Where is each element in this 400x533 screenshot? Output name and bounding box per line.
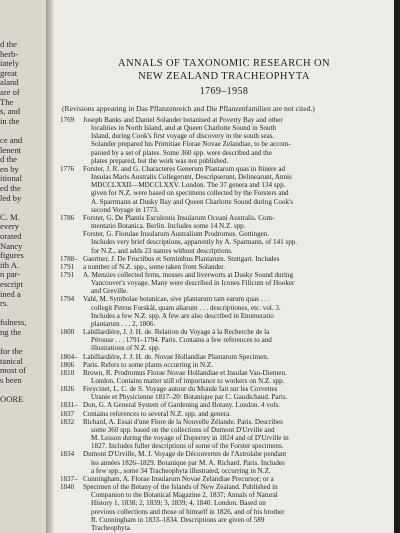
entry-line: Joseph Banks and Daniel Solander botanised at Poverty Bay and other [83,116,283,124]
facing-page-fragment: aland [0,77,19,88]
entry-text [83,361,388,369]
facing-page-fragment: tanical [0,355,23,366]
facing-page-fragment: Nancy [0,240,23,251]
entry-line: M. Lesson during the voyage of Duperrey in 1824 and of D'Urville in [91,434,289,443]
entry-line: Paris. Refers to some plants occurring in N.Z. [83,360,214,369]
annals-list [60,116,388,532]
entry-text [83,450,388,474]
facing-page-fragment: escript [0,279,23,289]
entry-year: 1831– [60,401,78,410]
facing-page-fragment: lenent [0,144,21,155]
facing-page-fragment: OORE [0,394,24,405]
entry-text [83,165,388,214]
entry-line: A. Sparrmann at Dusky Bay and Queen Charlotte Sound during Cook's [91,197,294,206]
entry-line: Contains references to several N.Z. spp. and genera. [83,409,231,418]
entry-text [83,410,388,418]
facing-page-fragment: s been [0,375,22,385]
facing-page-fragment: iately [0,58,20,69]
entry-line: Don, G. A General System of Gardening and Botany. London. 4 vols. [83,401,280,410]
entry-line: Vahl, M. Symbolae botanicae, sive plantarum tam earum quas . . . [83,295,270,304]
entry-line: mentatio Botanica. Berlin. Includes some 14 N.Z. spp. [91,222,246,231]
entry-line: Includes a few N.Z. spp. A few are also described in Enumeratio [91,311,274,320]
annal-entry [60,369,388,385]
facing-page-fragment: C. M. [0,211,20,222]
annal-entry [60,116,388,165]
entry-line: a number of N.Z. spp., some taken from Solander. [83,262,226,271]
facing-page-fragment: great [0,67,18,78]
entry-line: Tracheophyta. [91,523,132,532]
entry-text [83,271,388,295]
entry-line: Island, during Cook's first voyage of discovery in the south seas. [91,132,275,141]
facing-page-fragment: itional [0,173,22,184]
annal-entry [60,271,388,295]
entry-text [83,401,388,409]
facing-page-fragment: The [0,96,14,107]
entry-year: 1788– [60,254,78,263]
entry-year: 1826 [60,385,75,394]
entry-year: 1791 [60,262,75,271]
entry-text [83,116,388,165]
revision-note: (Revisions appearing in Das Pflanzenreich and Die Pflanzenfamilien are not cited.) [62,104,315,113]
entry-text [83,230,388,254]
entry-line: Uranie et Physicienne 1817–20: Botanique par C. Gaudichaud. Paris. [91,393,288,402]
entry-line: Dumont D'Urville, M. J. Voyage de Découvertes de l'Astrolabe pendant [83,450,287,459]
annal-entry [60,165,388,214]
annal-entry [60,214,388,230]
entry-line: Forster, G. De Plantis Esculentis Insularum Oceani Australis. Com- [83,213,275,222]
page-edge-shadow [394,0,400,533]
entry-line: R. Cunningham in 1833–1834. Descriptions are given of 589 [91,515,265,524]
entry-year: 1834 [60,450,75,459]
entry-line: for N.Z., and adds 23 names without descriptions. [91,246,233,255]
entry-line: Labillardière, J. J. H. de. Novae Hollandiae Plantarum Specimen. [83,352,269,361]
entry-line: some 360 spp. based on the collections of Dumont D'Urville and [91,425,275,434]
entry-year: 1832 [60,417,75,426]
facing-page-fragment: are of [0,87,20,97]
entry-line: Labillardière, J. J. H. de. Relation du Voyage à la Recherche de la [83,328,270,337]
entry-text [83,214,388,230]
entry-line: given for N.Z. were based on specimens collected by the Forsters and [91,189,289,198]
entry-year: 1776 [60,164,75,173]
annal-entry [60,255,388,263]
facing-page-fragment: for the [0,346,23,357]
facing-page-fragment: in the [0,115,20,126]
page-years: 1769–1958 [199,86,249,97]
entry-year: 1837– [60,474,78,483]
annal-entry [60,361,388,369]
entry-line: Richard, A. Essai d'une Flore de la Nouvelle Zélande. Paris. Describes [83,417,283,426]
entry-year: 1810 [60,368,75,377]
entry-text [83,353,388,361]
entry-year: 1786 [60,213,75,222]
entry-line: Freycinet, L. C. de S. Voyage autour du Monde fait sur les Corvettes [83,385,278,394]
annal-entry [60,353,388,361]
entry-line: localities in North Island, and at Queen Charlotte Sound in South [91,124,276,133]
facing-page-fragment: en by [0,163,19,174]
entry-line: 1827. Includes fuller descriptions of some of the Forster specimens. [91,442,284,451]
annal-entry [60,263,388,271]
entry-text [83,255,388,263]
facing-page-fragment: herb- [0,48,19,59]
entry-line: London. Contains matter still of importance to workers on N.Z. spp. [91,377,285,385]
entry-line: illustrations of N.Z. spp. [91,344,161,353]
entry-year: 1794 [60,295,75,304]
entry-year [60,230,83,254]
entry-line: Vancouver's voyage. Many were described in Icones Filicum of Hooker [91,279,295,288]
entry-year: 1837 [60,409,75,418]
annal-entry [60,450,388,474]
entry-line: Insulas Maris Australis Collegerunt, Descripserunt, Delinearunt, Annis [91,173,292,182]
entry-line: plantarum . . . 2, 1806. [91,319,156,328]
annal-entry [60,328,388,352]
facing-page-fragment: ith A. [0,259,20,270]
facing-page-fragment: rs. [0,298,9,309]
entry-line: panied by a set of plates. Some 360 spp. were described and the [91,148,272,157]
entry-line: Brown, R. Prodromus Florae Novae Hollandiae et Insulae Van-Diemen. [83,368,287,377]
entry-line: Cunningham, A. Florae Insularum Novae Zelandiae Precursor; or a [83,474,274,483]
annal-entry [60,483,388,532]
annal-entry [60,401,388,409]
facing-page-fragment: d the [0,154,17,165]
facing-page-fragment: ce and [0,135,23,145]
page-title-line1: ANNALS OF TAXONOMIC RESEARCH ON [117,58,331,69]
entry-text [83,385,388,401]
facing-page-fragment: led by [0,192,22,203]
entry-line: MDCCLXXII—MDCCLXXV. London. The 37 genera and 134 spp. [91,181,286,190]
entry-line: History 1, 1838; 2, 1839; 3, 1839; 4, 1840. London. Based on [91,499,266,508]
entry-line: les années 1826–1829. Botanique par M. A. Richard. Paris. Includes [91,458,285,467]
entry-text [83,328,388,352]
facing-page-fragment: orated [0,231,22,241]
entry-line: plates prepared, but the work was not published. [91,156,229,165]
entry-line: Includes very brief descriptions, apparently by A. Sparmann, of 141 spp. [91,238,298,247]
entry-line: Specimen of the Botany of the Islands of New Zealand. Published in [83,483,278,492]
entry-year: 1806 [60,360,75,369]
facing-page-fragment: ng the [0,327,22,337]
entry-line: and Greville. [91,287,129,296]
entry-text [83,295,388,328]
book-page [54,0,394,533]
entry-text [83,418,388,451]
annal-entry [60,295,388,328]
facing-page-fragment: figures [0,250,24,261]
entry-line: Forster, J. R. and G. Characteres Generum Plantarum quas in Itinere ad [83,164,286,173]
facing-page-fragment: n par- [0,269,21,280]
entry-line: Solander prepared his Primitiae Florae Novae Zelandiae, to be accom- [91,140,291,149]
facing-page-fragment: ined a [0,288,21,299]
annal-entry [60,418,388,451]
facing-page [0,0,46,533]
annal-entry [60,385,388,401]
entry-year: 1800 [60,328,75,337]
facing-page-fragment: every [0,221,20,232]
page-title-line2: NEW ZEALAND TRACHEOPHYTA [138,71,310,82]
entry-line: Companion to the Botanical Magazine 2, 1837; Annals of Natural [91,491,278,500]
annal-entry [60,230,388,254]
facing-page-fragment: ed the [0,183,21,193]
entry-year: 1791 [60,270,75,279]
facing-page-fragment: fulness, [0,317,27,328]
book-gutter [46,0,54,533]
annal-entry [60,410,388,418]
entry-line: collegit Petrus Forskål, quam aliarum . . . descriptiones, etc. vol. 3. [91,303,281,312]
entry-year: 1840 [60,483,75,492]
entry-text [83,483,388,532]
entry-line: Gaertner, J. De Fructibus et Seminibus Plantarum. Stuttgart. Includes [83,254,280,263]
annal-entry [60,475,388,483]
entry-line: a few spp., some 34 Tracheophyta illustrated, occurring in N.Z. [91,466,271,475]
facing-page-fragment: d the [0,39,17,49]
facing-page-fragment: s, and [0,106,21,117]
entry-line: previous collections and those of himself in 1826, and of his brother [91,507,285,516]
entry-line: Forster, G. Florulae Insularum Australium Prodromus. Gottingen. [83,230,270,239]
facing-page-fragment: most of [0,365,27,376]
entry-text [83,369,388,385]
entry-line: A. Menzies collected ferns, mosses and liverworts at Dusky Sound during [83,270,294,279]
entry-line: Pérouse . . . 1791–1794. Paris. Contains a few references to and [91,336,272,345]
entry-year: 1804– [60,352,78,361]
entry-text [83,475,388,483]
entry-line: second Voyage in 1773. [91,205,159,214]
entry-text [83,263,388,271]
entry-year: 1769 [60,116,75,124]
